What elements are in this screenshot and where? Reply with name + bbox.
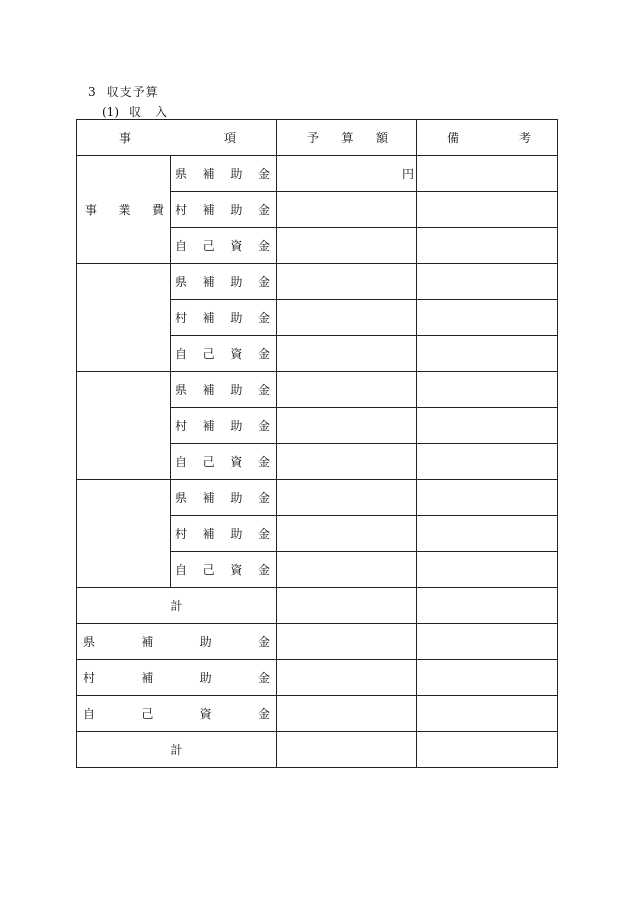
char: 県 bbox=[175, 167, 188, 181]
source-cell bbox=[171, 516, 277, 552]
source-cell-text bbox=[171, 489, 276, 506]
char: 村 bbox=[175, 311, 188, 325]
note-cell bbox=[417, 336, 558, 372]
amount-cell bbox=[277, 228, 417, 264]
char: 助 bbox=[230, 167, 243, 181]
amount-cell bbox=[277, 264, 417, 300]
char: 資 bbox=[230, 455, 243, 469]
source-cell bbox=[171, 336, 277, 372]
source-cell-text bbox=[171, 453, 276, 470]
note-cell bbox=[417, 552, 558, 588]
source-cell bbox=[171, 408, 277, 444]
char: 補 bbox=[202, 275, 215, 289]
char: 助 bbox=[230, 383, 243, 397]
char: 資 bbox=[230, 347, 243, 361]
char: 資 bbox=[199, 707, 212, 721]
char: 助 bbox=[230, 419, 243, 433]
source-cell-text bbox=[171, 237, 276, 254]
unit-label: 円 bbox=[401, 167, 414, 181]
header-note bbox=[417, 120, 558, 156]
source-cell-text bbox=[171, 201, 276, 218]
table-row bbox=[77, 156, 558, 192]
char: 金 bbox=[257, 347, 270, 361]
char: 自 bbox=[175, 455, 188, 469]
char: 金 bbox=[257, 455, 270, 469]
char: 金 bbox=[257, 563, 270, 577]
note-cell bbox=[417, 228, 558, 264]
note-cell bbox=[417, 408, 558, 444]
char: 金 bbox=[257, 491, 270, 505]
char: 予 bbox=[307, 131, 320, 145]
source-cell bbox=[171, 480, 277, 516]
char: 事 bbox=[85, 203, 98, 217]
table-header-row bbox=[77, 120, 558, 156]
char: 金 bbox=[257, 167, 270, 181]
char: 県 bbox=[83, 635, 96, 649]
char: 県 bbox=[175, 491, 188, 505]
amount-cell bbox=[277, 444, 417, 480]
note-cell bbox=[417, 516, 558, 552]
amount-cell bbox=[277, 300, 417, 336]
source-cell bbox=[171, 228, 277, 264]
char: 金 bbox=[257, 419, 270, 433]
note-cell bbox=[417, 444, 558, 480]
char: 備 bbox=[447, 131, 460, 145]
category-cell bbox=[77, 156, 171, 264]
source-cell-text bbox=[171, 273, 276, 290]
char: 己 bbox=[202, 239, 215, 253]
source-cell-text bbox=[171, 417, 276, 434]
subsection-title: 収入 bbox=[129, 105, 182, 119]
note-cell bbox=[417, 480, 558, 516]
char: 村 bbox=[83, 671, 96, 685]
subtotal-row-text: 計 bbox=[170, 599, 183, 613]
source-cell bbox=[171, 192, 277, 228]
summary-source-cell bbox=[77, 660, 277, 696]
char: 金 bbox=[257, 383, 270, 397]
char: 村 bbox=[175, 419, 188, 433]
source-cell bbox=[171, 552, 277, 588]
char: 資 bbox=[230, 563, 243, 577]
amount-cell bbox=[277, 624, 417, 660]
category-cell-text bbox=[77, 201, 170, 218]
section-number: 3 bbox=[88, 85, 97, 99]
header-item bbox=[77, 120, 277, 156]
note-cell bbox=[417, 696, 558, 732]
subtotal-row bbox=[77, 588, 558, 624]
amount-cell bbox=[277, 660, 417, 696]
income-budget-table-body bbox=[77, 120, 558, 768]
char: 考 bbox=[518, 131, 531, 145]
char: 助 bbox=[199, 635, 212, 649]
char: 金 bbox=[257, 635, 270, 649]
note-cell bbox=[417, 192, 558, 228]
amount-cell bbox=[277, 588, 417, 624]
amount-cell bbox=[277, 516, 417, 552]
summary-row bbox=[77, 624, 558, 660]
source-cell-text bbox=[171, 309, 276, 326]
note-cell bbox=[417, 660, 558, 696]
char: 算 bbox=[341, 131, 354, 145]
char: 自 bbox=[175, 347, 188, 361]
note-cell bbox=[417, 264, 558, 300]
total-row-label bbox=[77, 732, 277, 768]
subsection-heading bbox=[102, 103, 181, 120]
amount-cell bbox=[277, 480, 417, 516]
char: 資 bbox=[230, 239, 243, 253]
char: 補 bbox=[141, 635, 154, 649]
char: 金 bbox=[257, 203, 270, 217]
subsection-number: (1) bbox=[102, 105, 119, 119]
table-row bbox=[77, 372, 558, 408]
char: 事 bbox=[119, 131, 132, 145]
summary-row bbox=[77, 696, 558, 732]
note-cell bbox=[417, 372, 558, 408]
char: 己 bbox=[141, 707, 154, 721]
source-cell bbox=[171, 444, 277, 480]
char: 補 bbox=[202, 311, 215, 325]
source-cell-text bbox=[171, 525, 276, 542]
char: 村 bbox=[175, 203, 188, 217]
char: 村 bbox=[175, 527, 188, 541]
char: 金 bbox=[257, 671, 270, 685]
char: 自 bbox=[175, 563, 188, 577]
char: 補 bbox=[202, 167, 215, 181]
char: 己 bbox=[202, 563, 215, 577]
summary-source-cell-text bbox=[77, 669, 276, 686]
char: 助 bbox=[230, 527, 243, 541]
char: 助 bbox=[230, 203, 243, 217]
table-row bbox=[77, 264, 558, 300]
char: 補 bbox=[202, 383, 215, 397]
char: 金 bbox=[257, 239, 270, 253]
amount-cell bbox=[277, 192, 417, 228]
char: 補 bbox=[202, 527, 215, 541]
source-cell-text bbox=[171, 345, 276, 362]
char: 項 bbox=[223, 131, 236, 145]
summary-source-cell-text bbox=[77, 705, 276, 722]
char: 補 bbox=[141, 671, 154, 685]
char: 県 bbox=[175, 383, 188, 397]
char: 金 bbox=[257, 707, 270, 721]
source-cell-text bbox=[171, 561, 276, 578]
char: 補 bbox=[202, 491, 215, 505]
char: 助 bbox=[230, 311, 243, 325]
source-cell bbox=[171, 156, 277, 192]
source-cell-text bbox=[171, 165, 276, 182]
amount-cell bbox=[277, 156, 417, 192]
char: 己 bbox=[202, 455, 215, 469]
char: 助 bbox=[230, 491, 243, 505]
summary-source-cell-text bbox=[77, 633, 276, 650]
section-title: 収支予算 bbox=[106, 85, 159, 99]
category-cell bbox=[77, 480, 171, 588]
char: 額 bbox=[375, 131, 388, 145]
amount-cell bbox=[277, 336, 417, 372]
char: 業 bbox=[118, 203, 131, 217]
amount-cell bbox=[277, 372, 417, 408]
char: 金 bbox=[257, 527, 270, 541]
char: 補 bbox=[202, 419, 215, 433]
subtotal-row-label bbox=[77, 588, 277, 624]
char: 自 bbox=[83, 707, 96, 721]
section-heading bbox=[88, 83, 159, 100]
source-cell bbox=[171, 264, 277, 300]
char: 費 bbox=[151, 203, 164, 217]
total-row bbox=[77, 732, 558, 768]
amount-cell bbox=[277, 552, 417, 588]
summary-source-cell bbox=[77, 696, 277, 732]
table-row bbox=[77, 480, 558, 516]
header-budget bbox=[277, 120, 417, 156]
income-budget-table bbox=[76, 119, 558, 768]
char: 己 bbox=[202, 347, 215, 361]
char: 県 bbox=[175, 275, 188, 289]
char: 助 bbox=[199, 671, 212, 685]
summary-source-cell bbox=[77, 624, 277, 660]
note-cell bbox=[417, 732, 558, 768]
summary-row bbox=[77, 660, 558, 696]
char: 自 bbox=[175, 239, 188, 253]
source-cell-text bbox=[171, 381, 276, 398]
note-cell bbox=[417, 588, 558, 624]
amount-cell bbox=[277, 408, 417, 444]
category-cell bbox=[77, 264, 171, 372]
amount-cell bbox=[277, 732, 417, 768]
note-cell bbox=[417, 156, 558, 192]
total-row-text: 計 bbox=[170, 743, 183, 757]
amount-cell bbox=[277, 696, 417, 732]
char: 助 bbox=[230, 275, 243, 289]
char: 補 bbox=[202, 203, 215, 217]
note-cell bbox=[417, 624, 558, 660]
char: 金 bbox=[257, 275, 270, 289]
note-cell bbox=[417, 300, 558, 336]
category-cell bbox=[77, 372, 171, 480]
char: 金 bbox=[257, 311, 270, 325]
source-cell bbox=[171, 300, 277, 336]
source-cell bbox=[171, 372, 277, 408]
